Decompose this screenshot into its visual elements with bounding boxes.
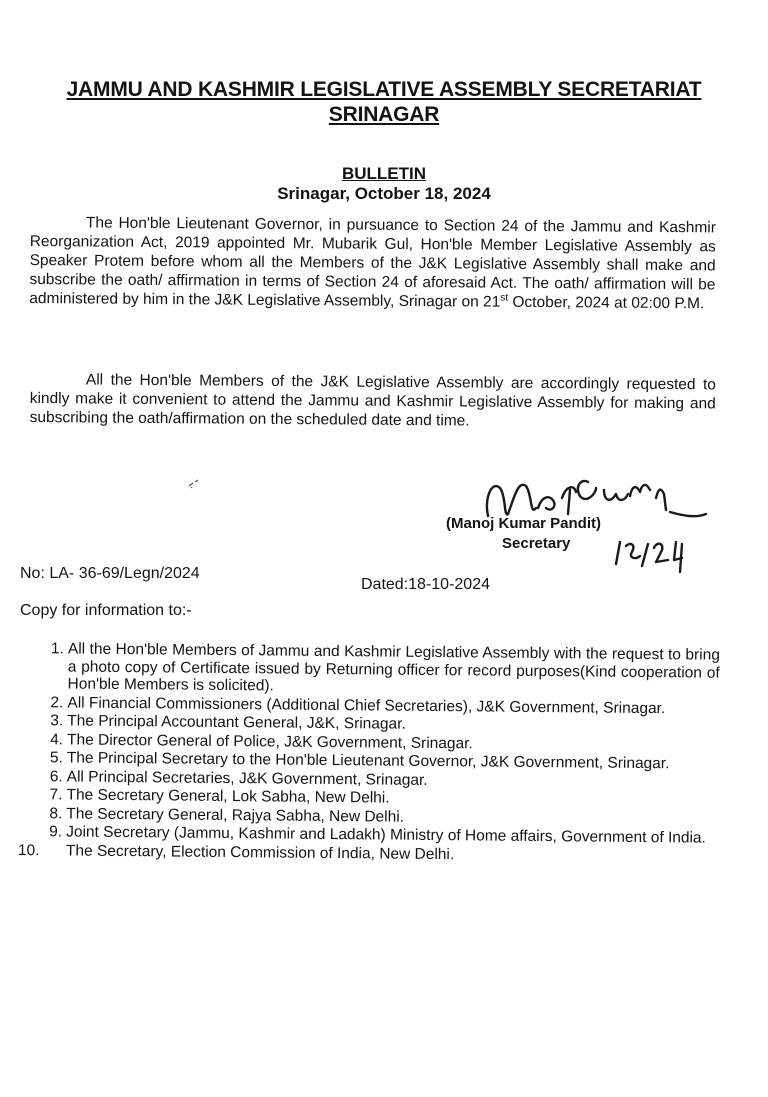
copy-recipient-list [18,640,720,867]
list-item: 5. The Principal Secretary to the Hon'ble Lieutenant Governor, J&K Government, Srinagar. [49,749,670,773]
list-item: 6. All Principal Secretaries, J&K Government, Srinagar. [49,767,428,789]
reference-number: No: LA- 36-69/Legn/2024 [20,565,200,582]
bulletin-title: BULLETIN [341,164,427,183]
ordinal-suffix: st [500,292,509,304]
bulletin-dateline: Srinagar, October 18, 2024 [277,184,491,203]
list-item: 8. The Secretary General, Rajya Sabha, New Delhi. [49,804,405,826]
list-item: 7. The Secretary General, Lok Sabha, New Delhi. [49,786,390,807]
list-item: 1. All the Hon'ble Members of Jammu and Kashmir Legislative Assembly with the request to bring a photo copy of Certificate issued by Returning officer for record purposes(Kind cooperation of Hon'ble Members is solicited). [50,640,720,695]
city-heading: SRINAGAR [328,103,440,126]
list-item: 4. The Director General of Police, J&K Government, Srinagar. [50,730,473,752]
scan-speck-mark [186,476,206,490]
paragraph-appointment-time: October, 2024 at 02:00 P.M. [508,293,705,313]
signatory-designation: Secretary [502,535,571,552]
list-item: 10. The Secretary, Election Commission of India, New Delhi. [17,841,455,863]
list-item: 3. The Principal Accountant General, J&K, Srinagar. [50,712,406,733]
paragraph-request [30,370,716,432]
list-item: 2. All Financial Commissioners (Additional Chief Secretaries), J&K Government, Srinagar. [50,693,666,717]
secretariat-heading: JAMMU AND KASHMIR LEGISLATIVE ASSEMBLY SECRETARIAT [66,78,702,101]
signatory-name: (Manoj Kumar Pandit) [446,515,602,532]
paragraph-appointment-text: The Hon'ble Lieutenant Governor, in pursuance to Section 24 of the Jammu and Kashmir Reorganization Act, 2019 appointed Mr. Mubarik Gul, Hon'ble Member Legislative Assembly as Speaker Protem before whom all the Members of the J&K Legislative Assembly shall make and subscribe the oath/ affirmation in terms of Section 24 of aforesaid Act. The oath/ affirmation will be administered by him in the J&K Legislative Assembly, Srinagar on 21 [29,214,716,311]
paragraph-request-text: All the Hon'ble Members of the J&K Legislative Assembly are accordingly requested to kindly make it convenient to attend the Jammu and Kashmir Legislative Assembly for making and subscribing the oath/affirmation on the scheduled date and time. [29,371,716,430]
reference-date: Dated:18-10-2024 [361,576,490,593]
paragraph-appointment [29,213,716,313]
signature-block [446,514,666,554]
list-item: 9. Joint Secretary (Jammu, Kashmir and Ladakh) Ministry of Home affairs, Government of India. [49,823,706,847]
copy-heading: Copy for information to:- [20,602,192,619]
